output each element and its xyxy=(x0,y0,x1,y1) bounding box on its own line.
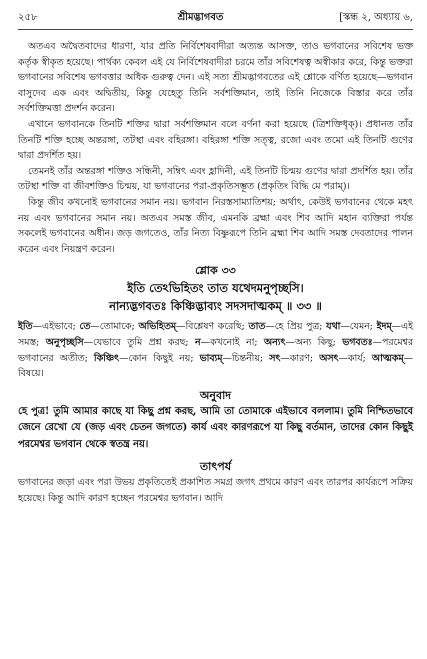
synonym-word: ন xyxy=(195,336,201,348)
purport-paragraph: অতএব অদ্বৈতবাদের ধারণা, যার প্রতি নির্বিশেষবাদীরা অত্যন্ত আসক্ত, তাও ভগবানের সবিশেষ ভক্ত কর্তৃক স্বীকৃত হয়েছে। পার্থক্য কেবল এই যে নির্বিশেষবাদীরা চরমে তাঁর সবিশেষত্ব অস্বীকার করে, কিন্তু ভক্তরা ভগবানের সবিশেষ ভগবত্তার অধিক গুরুত্ব দেন। এই সত্য শ্রীমদ্ভাগবতের এই শ্লোকে বর্ণিত হয়েছে—ভগবান বাসুদেব এক এবং অদ্বিতীয়, কিন্তু যেহেতু তিনি সর্বশক্তিমান, তাই তিনি নিজেকে বিস্তার করে তাঁর সর্বশক্তিমত্তা প্রদর্শন করেন। xyxy=(18,41,413,115)
synonym-word: ইদম্ xyxy=(376,321,392,333)
synonym-word: কিঞ্চিৎ xyxy=(93,352,120,364)
synonym-word: আত্মকম্ xyxy=(371,352,404,364)
synonym-meaning: পরমেশ্বর ভগবানের অতীত xyxy=(18,336,414,364)
verse-line-1: ইতি তেঽভিহিতং তাত যথেদমনুপৃচ্ছসি। xyxy=(127,281,304,296)
synonym-meaning: কখনোই না xyxy=(209,336,255,348)
synonym-word: অনুপৃচ্ছসি xyxy=(45,336,84,348)
synonym-word: সৎ xyxy=(269,352,281,364)
page-number: ২৫৮ xyxy=(18,12,38,23)
book-title: শ্রীমদ্ভাগবত xyxy=(177,12,224,23)
synonym-meaning: অন্য কিছু xyxy=(294,336,333,348)
synonym-word: অসৎ xyxy=(319,352,339,364)
synonym-meaning: চিন্তনীয় xyxy=(231,352,260,364)
page xyxy=(18,10,413,506)
purport-paragraph: এখানে ভগবানকে তিনটি শক্তির দ্বারা সর্বশক্তিমান বলে বর্ণনা করা হয়েছে (ত্রিশক্তিধৃক্)। প্রধানত তাঁর তিনটি শক্তি হচ্ছে অন্তরঙ্গা, তটস্থা এবং বহিরঙ্গা। বহিরঙ্গা শক্তি সত্ত্ব, রজো এবং তমো এই তিনটি গুণের দ্বারা প্রদর্শিত হয়। xyxy=(18,118,413,162)
synonym-word: তাত xyxy=(248,321,266,333)
synonym-meaning: কারণ xyxy=(289,352,310,364)
purport-paragraph: কিন্তু জীব কখনোই ভগবানের সমান নয়। ভগবান নিরস্তসাম্যাতিশয়; অর্থাৎ, কেউই ভগবানের থেকে মহৎ নয় এবং ভগবানের সমান নয়। অতএব সমস্ত জীব, এমনকি ব্রহ্মা এবং শিব আদি মহান ব্যক্তিরা পর্যন্ত সকলেই ভগবানের অধীন। জড় জগতেও, তাঁর নিত্য বিষ্ণুরূপে তিনি ব্রহ্মা শিব আদি সমস্ত দেবতাদের পালন করেন এবং নিয়ন্ত্রণ করেন। xyxy=(18,196,413,255)
synonym-word: ভাব্যম্ xyxy=(199,352,223,364)
synonym-meaning: বিষয়ে xyxy=(18,368,41,380)
synonym-word: ইতি xyxy=(18,321,33,333)
synonym-meaning: যেভাবে তুমি প্রশ্ন করছ xyxy=(92,336,186,348)
translation-heading: অনুবাদ xyxy=(199,388,232,402)
synonym-meaning: কোন কিছুই নয় xyxy=(128,352,191,364)
synonym-word: অন্যৎ xyxy=(264,336,286,348)
synonym-word: যথা xyxy=(326,321,341,333)
synonym-meaning: যেমন xyxy=(349,321,370,333)
translation-text: হে পুত্র! তুমি আমার কাছে যা কিছু প্রশ্ন করছ, আমি তা তোমাকে এইভাবে বললাম। তুমি নিশ্চিতভাবে জেনে রেখো যে (জড় এবং চেতন জগতে) কার্য এবং কারণরূপে যা কিছু বর্তমান, তাদের কোন কিছুই পরমেশ্বর ভগবান থেকে স্বতন্ত্র নয়। xyxy=(18,405,413,450)
purport-text: ভগবানের জড়া এবং পরা উভয় প্রকৃতিতেই প্রকাশিত সমগ্র জগৎ প্রথমে কারণ এবং তারপর কার্যরূপে সক্রিয় হয়েছে। কিন্তু আদি কারণ হচ্ছেন পরমেশ্বর ভগবান। আদি xyxy=(18,477,413,504)
synonyms-block: ইতি—এইভাবে; তে—তোমাকে; অভিহিতম্—বিশ্লেষণ করেছি; তাত—হে প্রিয় পুত্র; যথা—যেমন; ইদম্—এই সমস্ত; অনুপৃচ্ছসি—যেভাবে তুমি প্রশ্ন করছ; ন—কখনোই না; অন্যৎ—অন্য কিছু; ভগবতঃ—পরমেশ্বর ভগবানের অতীত; কিঞ্চিৎ—কোন কিছুই নয়; ভাব্যম্—চিন্তনীয়; সৎ—কারণ; অসৎ—কার্য; আত্মকম্—বিষয়ে। xyxy=(18,321,414,380)
synonym-meaning: তোমাকে xyxy=(99,321,132,333)
synonym-meaning: কার্য xyxy=(347,352,363,364)
synonym-word: তে xyxy=(79,321,91,333)
chapter-reference: [স্কন্ধ ২, অধ্যায় ৬, xyxy=(339,12,413,23)
synonym-meaning: এই সমস্ত xyxy=(18,321,414,348)
synonym-word: ভগবতঃ xyxy=(342,336,373,348)
purport-paragraph: তেমনই তাঁর অন্তরঙ্গা শক্তিও সন্ধিনী, সম্বিৎ এবং হ্লাদিনী, এই তিনটি চিন্ময় গুণের দ্বারা প্রদর্শিত হয়। তাঁর তটস্থা শক্তি বা জীবশক্তিও চিন্ময়, যা ভগবানের পরা-প্রকৃতিসম্ভূত (প্রকৃতিং বিদ্ধি মে পরাম্)। xyxy=(18,165,413,193)
synonym-meaning: বিশ্লেষণ করেছি xyxy=(185,321,242,333)
sloka-heading: শ্লোক ৩৩ xyxy=(195,264,236,278)
purport-heading: তাৎপর্য xyxy=(199,460,232,474)
synonym-word: অভিহিতম্ xyxy=(138,321,177,333)
synonym-meaning: হে প্রিয় পুত্র xyxy=(274,321,320,333)
page-header xyxy=(18,10,413,30)
synonym-meaning: এইভাবে xyxy=(41,321,73,333)
verse-line-2: নান্যদ্ভগবতঃ কিঞ্চিদ্ভাব্যং সদসদাত্মকম্ ॥ ৩৩ ॥ xyxy=(109,299,322,314)
